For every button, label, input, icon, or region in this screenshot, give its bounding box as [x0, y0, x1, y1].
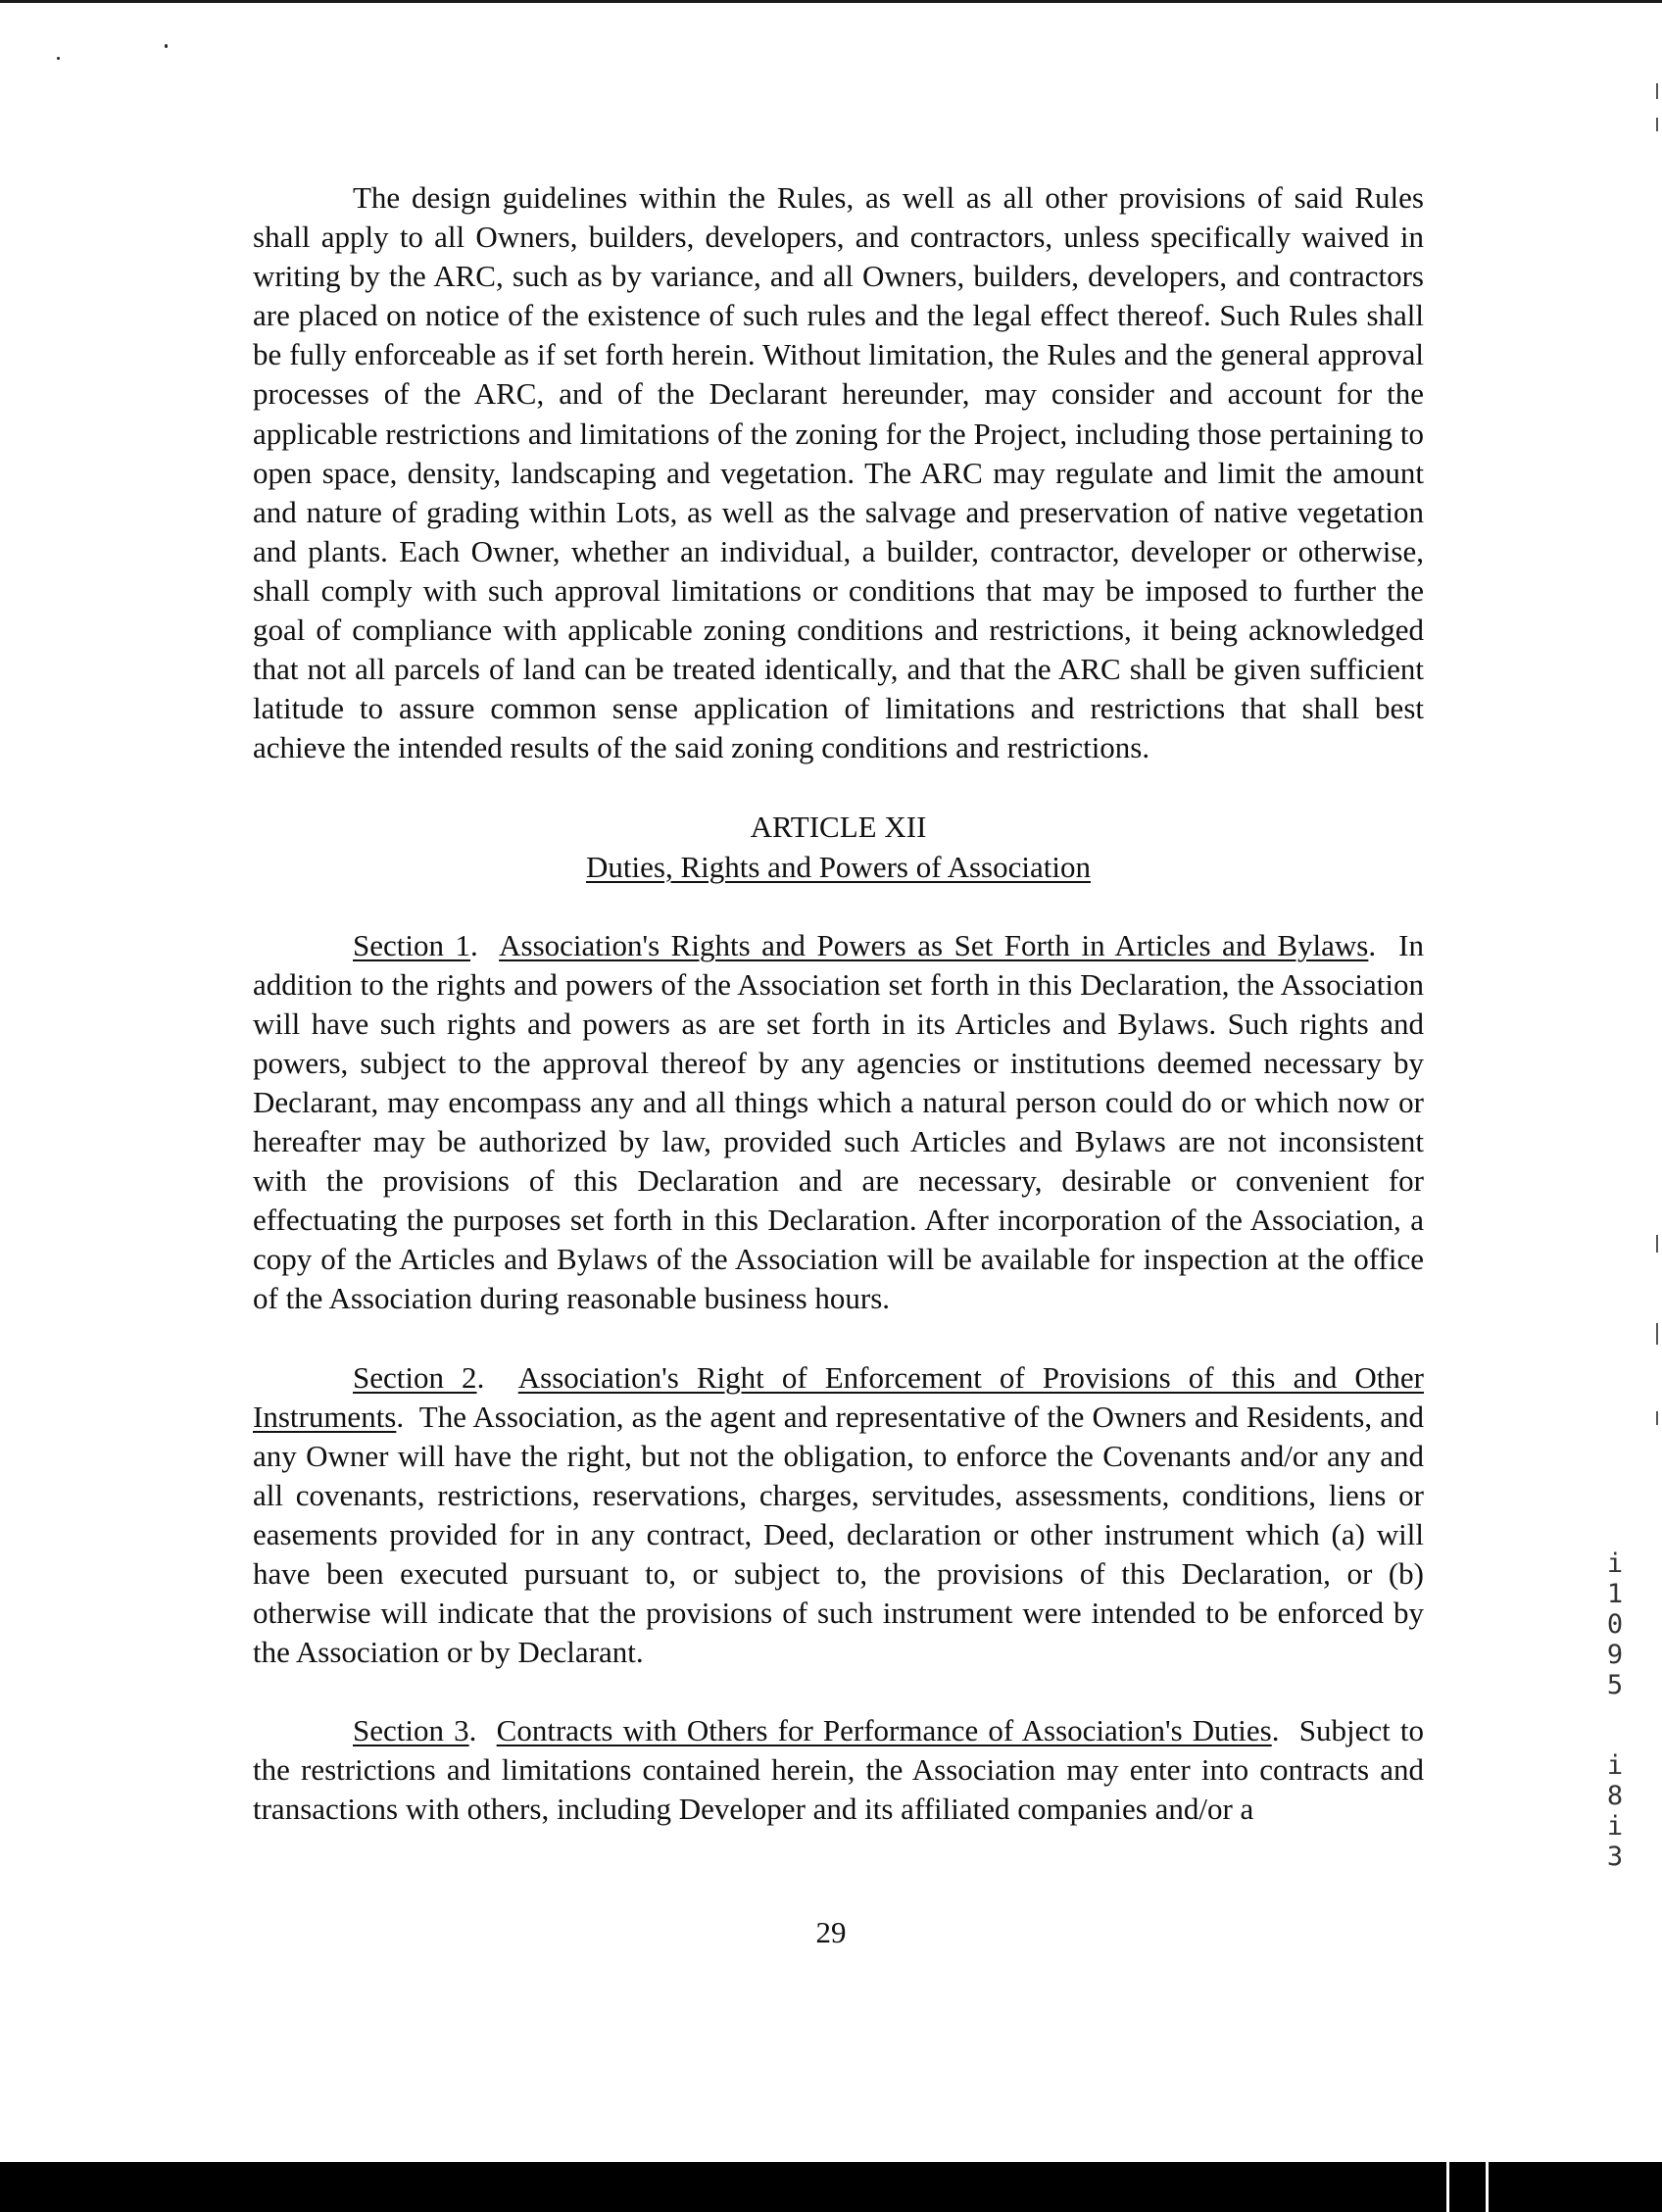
section-3-body: Subject to the restrictions and limitations contained herein, the Association may enter into contracts and transactions with others, including Developer and its affiliated companies and/or a [253, 1713, 1425, 1827]
edge-mark [1656, 1323, 1658, 1345]
section-1-title: Association's Rights and Powers as Set Forth in Articles and Bylaws [499, 927, 1369, 962]
rules-paragraph: The design guidelines within the Rules, as well as all other provisions of said Rules shall apply to all Owners, builders, developers, and contractors, unless specifically waived in writing by the ARC, such as by variance, and all Owners, builders, developers, and contractors are placed on notice of the existence of such rules and the legal effect thereof. Such Rules shall be fully enforceable as if set forth herein. Without limitation, the Rules and the general approval processes of the ARC, and of the Declarant hereunder, may consider and account for the applicable restrictions and limitations of the zoning for the Project, including those pertaining to open space, density, landscaping and vegetation. The ARC may regulate and limit the amount and nature of grading within Lots, as well as the salvage and preservation of native vegetation and plants. Each Owner, whether an individual, a builder, contractor, developer or otherwise, shall comply with such approval limitations or conditions that may be imposed to further the goal of compliance with applicable zoning conditions and restrictions, it being acknowledged that not all parcels of land can be treated identically, and that the ARC shall be given sufficient latitude to assure common sense application of limitations and restrictions that shall best achieve the intended results of the said zoning conditions and restrictions. [253, 180, 1424, 765]
section-1-body: In addition to the rights and powers of the Association set forth in this Declaration, the Association will have such rights and powers as are set forth in its Articles and Bylaws. Such rights and powers, subject to the approval thereof by any agencies or institutions deemed necessary by Declarant, may encompass any and all things which a natural person could do or which now or hereafter may be authorized by law, provided such Articles and Bylaws are not inconsistent with the provisions of this Declaration and are necessary, desirable or convenient for effectuating the purposes set forth in this Declaration. After incorporation of the Association, a copy of the Articles and Bylaws of the Association will be available for inspection at the office of the Association during reasonable business hours. [253, 927, 1424, 1316]
article-heading: ARTICLE XII [750, 810, 927, 845]
speck [165, 44, 168, 48]
section-1: Section 1. Association's Rights and Powers as Set Forth in Articles and Bylaws. In addition to the rights and powers of the Association set forth in this Declaration, the Association will have such rights and powers as are set forth in its Articles and Bylaws. Such rights and powers, subject to the approval thereof by any agencies or institutions deemed necessary by Declarant, may encompass any and all things which a natural person could do or which now or hereafter may be authorized by law, provided such Articles and Bylaws are not inconsistent with the provisions of this Declaration and are necessary, desirable or convenient for effectuating the purposes set forth in this Declaration. After incorporation of the Association, a copy of the Articles and Bylaws of the Association will be available for inspection at the office of the Association during reasonable business hours. [253, 927, 1424, 1316]
stamp-char: i [1606, 1548, 1624, 1579]
edge-mark [1656, 1235, 1658, 1253]
stamp-char: i [1606, 1811, 1624, 1842]
article-header [253, 808, 1424, 886]
scan-bar-tick [1446, 2162, 1449, 2212]
document-body [253, 178, 1424, 1830]
stamp-char: 0 [1606, 1609, 1624, 1640]
stamp-char: i [1606, 1750, 1624, 1781]
section-2-body: The Association, as the agent and representative of the Owners and Residents, and any Owner will have the right, but not the obligation, to enforce the Covenants and/or any and all covenants, restrictions, reservations, charges, servitudes, assessments, conditions, liens or easements provided for in any contract, Deed, declaration or other instrument which (a) will have been executed pursuant to, or subject to, the provisions of this Declaration, or (b) otherwise will indicate that the provisions of such instrument were intended to be enforced by the Association or by Declarant. [253, 1399, 1424, 1670]
margin-stamp-upper [1601, 1548, 1629, 1700]
scan-bar-tick [1486, 2162, 1489, 2212]
section-3-title: Contracts with Others for Performance of Association's Duties [496, 1713, 1272, 1748]
stamp-char: 9 [1606, 1640, 1624, 1670]
section-2: Section 2. Association's Right of Enforcement of Provisions of this and Other Instruments. The Association, as the agent and representative of the Owners and Residents, and any Owner will have the right, but not the obligation, to enforce the Covenants and/or any and all covenants, restrictions, reservations, charges, servitudes, assessments, conditions, liens or easements provided for in any contract, Deed, declaration or other instrument which (a) will have been executed pursuant to, or subject to, the provisions of this Declaration, or (b) otherwise will indicate that the provisions of such instrument were intended to be enforced by the Association or by Declarant. [253, 1359, 1424, 1670]
edge-mark [1656, 83, 1658, 99]
speck [57, 57, 60, 60]
stamp-char: 8 [1606, 1781, 1624, 1811]
edge-mark [1656, 118, 1658, 131]
margin-stamp-lower [1601, 1750, 1629, 1872]
stamp-char: 3 [1606, 1842, 1624, 1872]
page-number: 29 [815, 1915, 847, 1949]
section-2-number: Section 2 [353, 1359, 477, 1395]
scan-bottom-bar [0, 2162, 1662, 2212]
section-3-number: Section 3 [353, 1713, 469, 1748]
scan-top-edge [0, 0, 1662, 3]
stamp-char: 1 [1606, 1579, 1624, 1609]
edge-mark [1656, 1411, 1658, 1425]
section-2-title: Association's Right of Enforcement of Provisions of this and Other Instruments [253, 1359, 1424, 1434]
section-3: Section 3. Contracts with Others for Performance of Association's Duties. Subject to the restrictions and limitations contained herein, the Association may enter into contracts and transactions with others, including Developer and its affiliated companies and/or a [253, 1713, 1425, 1827]
stamp-char: 5 [1606, 1670, 1624, 1700]
section-1-number: Section 1 [353, 927, 471, 962]
article-title: Duties, Rights and Powers of Association [586, 849, 1091, 884]
